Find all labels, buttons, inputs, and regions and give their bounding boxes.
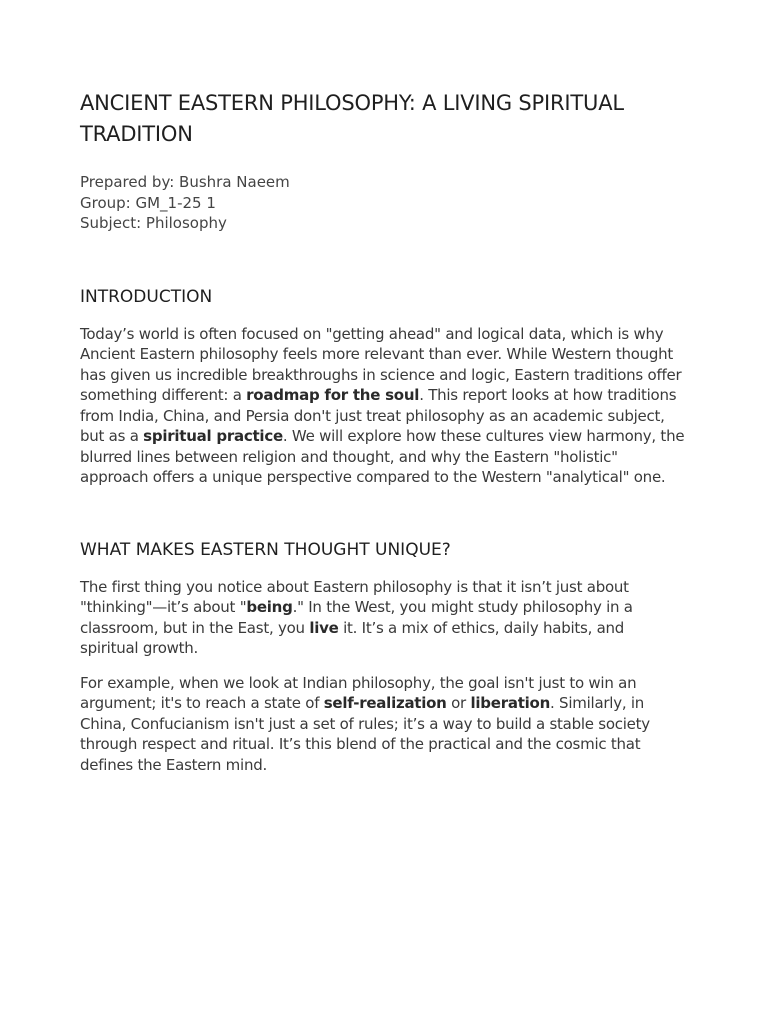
text-run: Today’s world is often focused on "getting ahead" and logical data, which is why Ancient Eastern philosophy feels more relevant than ever. While Western thought has given us incredible breakthroughs in science and logic, Eastern traditions offer something different: a bbox=[80, 324, 682, 404]
emphasis-text: roadmap for the soul bbox=[246, 386, 420, 404]
text-run: or bbox=[446, 694, 471, 712]
text-run: For example, when we look at Indian philosophy, the goal isn't just to win an argument; it's to reach a state of bbox=[80, 673, 637, 712]
text-run: ." In the West, you might study philosophy in a classroom, but in the East, you bbox=[80, 598, 633, 637]
document-page bbox=[80, 88, 685, 775]
text-run: The first thing you notice about Eastern philosophy is that it isn’t just about "thinking"—it’s about " bbox=[80, 577, 629, 616]
emphasis-text: being bbox=[246, 598, 293, 616]
emphasis-text: live bbox=[309, 618, 339, 637]
text-run: . We will explore how these cultures view harmony, the blurred lines between religion and thought, and why the Eastern "holistic" approach offers a unique perspective compared to the Western "analytical" one. bbox=[80, 427, 685, 486]
introduction-paragraph bbox=[80, 324, 685, 488]
emphasis-text: spiritual practice bbox=[143, 427, 283, 445]
emphasis-text: liberation bbox=[470, 694, 551, 712]
subject-line: Subject: Philosophy bbox=[80, 214, 227, 232]
section-heading-eastern-thought: WHAT MAKES EASTERN THOUGHT UNIQUE? bbox=[80, 539, 451, 560]
eastern-thought-paragraph-2 bbox=[80, 673, 685, 776]
group-line: Group: GM_1-25 1 bbox=[80, 193, 216, 212]
emphasis-text: self-realization bbox=[323, 694, 447, 712]
document-meta bbox=[80, 172, 685, 234]
section-heading-introduction: INTRODUCTION bbox=[80, 286, 213, 307]
text-run: . Similarly, in China, Confucianism isn't just a set of rules; it’s a way to build a stable society through respect and ritual. It’s this blend of the practical and the cosmic that defines the Eastern mind. bbox=[80, 694, 650, 774]
prepared-by-line: Prepared by: Bushra Naeem bbox=[80, 173, 290, 191]
text-run: it. It’s a mix of ethics, daily habits, and spiritual growth. bbox=[80, 618, 625, 657]
eastern-thought-paragraph-1 bbox=[80, 577, 685, 659]
document-title: ANCIENT EASTERN PHILOSOPHY: A LIVING SPIRITUAL TRADITION bbox=[80, 91, 624, 146]
text-run: . This report looks at how traditions from India, China, and Persia don't just treat philosophy as an academic subject, but as a bbox=[80, 386, 677, 445]
